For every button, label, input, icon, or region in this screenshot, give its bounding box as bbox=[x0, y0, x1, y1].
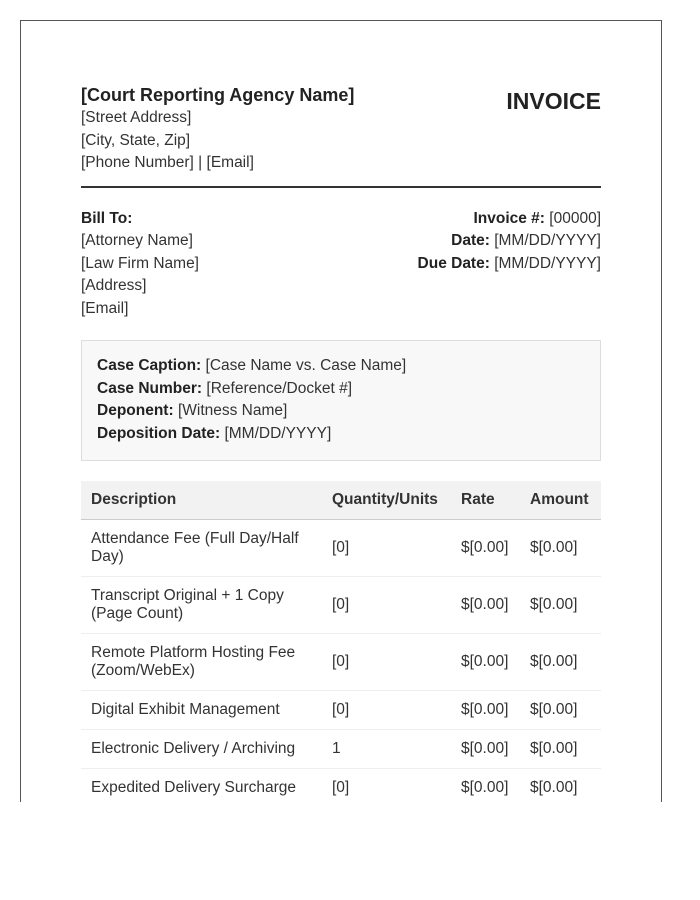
agency-contact: [Phone Number] | [Email] bbox=[81, 154, 254, 171]
invoice-content bbox=[81, 83, 601, 802]
case-caption-value: [Case Name vs. Case Name] bbox=[205, 357, 407, 374]
header-quantity: Quantity/Units bbox=[322, 481, 451, 519]
row-description: Remote Platform Hosting Fee (Zoom/WebEx) bbox=[81, 633, 322, 690]
case-number bbox=[97, 378, 585, 401]
row-quantity: [0] bbox=[322, 576, 451, 633]
table-row bbox=[81, 729, 601, 768]
invoice-header bbox=[81, 83, 601, 188]
bill-to-label: Bill To: bbox=[81, 209, 133, 227]
bill-to-address: [Address] bbox=[81, 277, 147, 294]
invoice-number bbox=[418, 208, 601, 231]
bill-to-attorney: [Attorney Name] bbox=[81, 232, 193, 249]
case-info-box bbox=[81, 340, 601, 461]
row-quantity: [0] bbox=[322, 633, 451, 690]
case-caption bbox=[97, 355, 585, 378]
row-quantity: [0] bbox=[322, 690, 451, 729]
row-amount: $[0.00] bbox=[520, 768, 601, 802]
table-header-row bbox=[81, 481, 601, 519]
table-row bbox=[81, 576, 601, 633]
table-row bbox=[81, 690, 601, 729]
case-number-value: [Reference/Docket #] bbox=[206, 379, 353, 397]
invoice-date bbox=[418, 230, 601, 253]
row-rate: $[0.00] bbox=[451, 690, 520, 729]
deponent-label: Deponent: bbox=[97, 402, 174, 419]
row-rate: $[0.00] bbox=[451, 729, 520, 768]
row-amount: $[0.00] bbox=[520, 576, 601, 633]
row-amount: $[0.00] bbox=[520, 690, 601, 729]
bill-to-firm: [Law Firm Name] bbox=[81, 254, 199, 272]
deposition-date-value: [MM/DD/YYYY] bbox=[224, 424, 332, 442]
due-date-label: Due Date: bbox=[417, 254, 490, 272]
row-description: Expedited Delivery Surcharge bbox=[81, 768, 322, 802]
row-description: Electronic Delivery / Archiving bbox=[81, 729, 322, 768]
row-quantity: [0] bbox=[322, 768, 451, 802]
row-rate: $[0.00] bbox=[451, 633, 520, 690]
line-items-table bbox=[81, 481, 601, 802]
table-row bbox=[81, 768, 601, 802]
row-amount: $[0.00] bbox=[520, 519, 601, 576]
row-amount: $[0.00] bbox=[520, 729, 601, 768]
row-amount: $[0.00] bbox=[520, 633, 601, 690]
row-description: Digital Exhibit Management bbox=[81, 690, 322, 729]
deposition-date bbox=[97, 423, 585, 446]
row-description: Attendance Fee (Full Day/Half Day) bbox=[81, 519, 322, 576]
invoice-meta bbox=[81, 208, 601, 321]
agency-street: [Street Address] bbox=[81, 109, 192, 126]
row-description: Transcript Original + 1 Copy (Page Count) bbox=[81, 576, 322, 633]
invoice-details-block bbox=[418, 208, 601, 321]
header-description: Description bbox=[81, 481, 322, 519]
agency-block bbox=[81, 83, 354, 175]
agency-name: [Court Reporting Agency Name] bbox=[81, 85, 355, 105]
agency-city: [City, State, Zip] bbox=[81, 131, 191, 149]
row-rate: $[0.00] bbox=[451, 576, 520, 633]
invoice-number-label: Invoice #: bbox=[473, 209, 545, 227]
invoice-page bbox=[20, 20, 662, 802]
invoice-due-date bbox=[418, 253, 601, 276]
deponent-value: [Witness Name] bbox=[177, 402, 288, 419]
invoice-date-value: [MM/DD/YYYY] bbox=[494, 232, 601, 249]
deponent bbox=[97, 400, 585, 423]
row-quantity: 1 bbox=[322, 729, 451, 768]
invoice-date-label: Date: bbox=[451, 232, 490, 249]
case-number-label: Case Number: bbox=[97, 379, 203, 397]
due-date-value: [MM/DD/YYYY] bbox=[494, 254, 601, 272]
row-rate: $[0.00] bbox=[451, 768, 520, 802]
row-quantity: [0] bbox=[322, 519, 451, 576]
row-rate: $[0.00] bbox=[451, 519, 520, 576]
invoice-number-value: [00000] bbox=[549, 209, 601, 227]
header-rate: Rate bbox=[451, 481, 520, 519]
table-row bbox=[81, 519, 601, 576]
bill-to-block bbox=[81, 208, 199, 321]
header-amount: Amount bbox=[520, 481, 601, 519]
table-row bbox=[81, 633, 601, 690]
case-caption-label: Case Caption: bbox=[97, 357, 202, 374]
invoice-title: INVOICE bbox=[506, 88, 601, 114]
bill-to-email: [Email] bbox=[81, 299, 129, 317]
deposition-date-label: Deposition Date: bbox=[97, 424, 221, 442]
